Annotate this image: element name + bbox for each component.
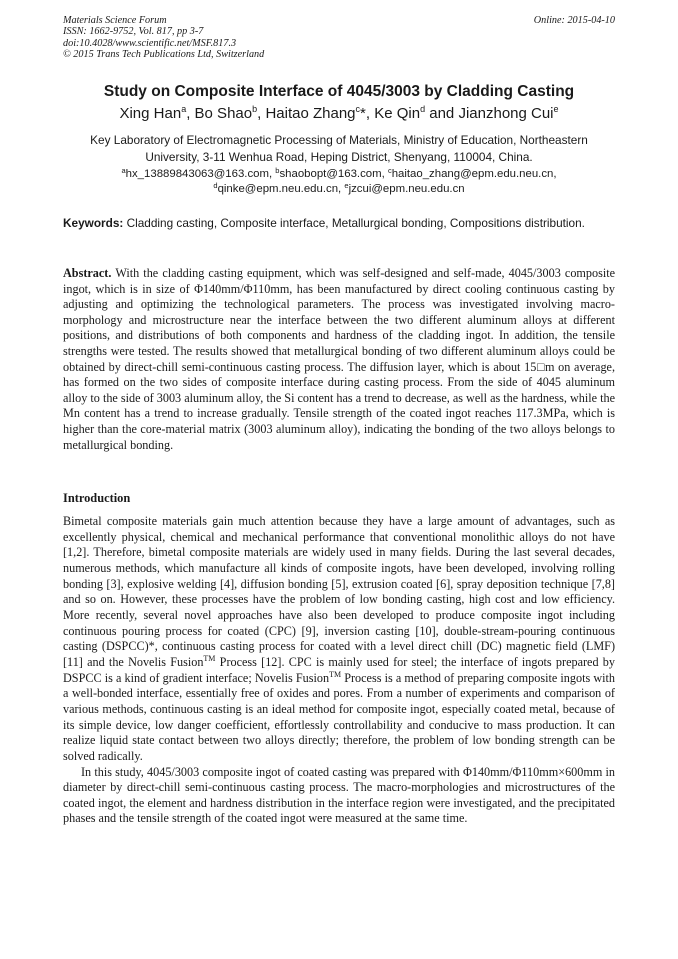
trademark-mark: TM bbox=[203, 653, 216, 663]
journal-header bbox=[63, 15, 615, 61]
email-mark: e bbox=[344, 181, 349, 190]
author-mark: c bbox=[355, 104, 361, 114]
author-mark: a bbox=[181, 104, 187, 114]
email-d[interactable]: qinke@epm.neu.edu.cn, bbox=[217, 183, 342, 195]
email-e[interactable]: jzcui@epm.neu.edu.cn bbox=[348, 183, 465, 195]
journal-name: Materials Science Forum bbox=[63, 15, 167, 26]
doi-line: doi:10.4028/www.scientific.net/MSF.817.3 bbox=[63, 37, 237, 49]
introduction-body bbox=[63, 514, 615, 827]
paper-title: Study on Composite Interface of 4045/3003 by Cladding Casting bbox=[103, 83, 575, 100]
author-mark: e bbox=[553, 104, 559, 114]
intro-text: Bimetal composite materials gain much attention because they have a large amount of advantages, such as excellently physical, chemical and mechanical performance that conventional monolithic alloys do not have [1,2]. Therefore, bimetal composite materials are widely used in many fields. During the last several decades, numerous methods, which manufacture all kinds of composite ingots, have been developed, involving rolling bonding [3], explosive welding [4], diffusion bonding [5], extrusion coated [6], spray deposition technique [7,8] and so on. However, these processes have the problem of low bonding casting, high cost and low efficiency. More recently, several novel approaches have also been developed to produce composite ingot including continuous pouring process for coated (CPC) [9], inversion casting [10], double-stream-pouring continuous casting (DSPCC)*, continuous casting process for coated with a level direct chill (DC) magnetic field (LMF) [11] and the Novelis Fusion bbox=[63, 514, 615, 669]
author-mark: b bbox=[252, 104, 258, 114]
introduction-heading: Introduction bbox=[63, 491, 131, 505]
abstract-label: Abstract. bbox=[63, 266, 112, 280]
author-name: Ke Qin bbox=[374, 105, 421, 122]
author-separator: , bbox=[257, 105, 266, 122]
trademark-mark: TM bbox=[329, 669, 342, 679]
email-mark: d bbox=[213, 181, 218, 190]
email-c[interactable]: haitao_zhang@epm.edu.neu.cn, bbox=[391, 168, 557, 180]
author-name: Jianzhong Cui bbox=[458, 105, 554, 122]
introduction-paragraph-2: In this study, 4045/3003 composite ingot of coated casting was prepared with Φ140mm/Φ110mm×600mm in diameter by direct-chill semi-continuous casting process. The macro-morphologies and microstructures of the coated ingot, the element and hardness distribution in the interface region were investigated, and the precipitated phases and the tensile strength of the coated ingot were measured at the same time. bbox=[63, 764, 615, 826]
keywords-section bbox=[63, 215, 615, 232]
author-separator: , bbox=[186, 105, 195, 122]
email-list bbox=[63, 167, 615, 197]
intro-text: Process is a method of preparing composite ingots with a well-bonded interface, essentially free of oxides and pores. From a number of experiments and comparison of various methods, continuous casting is an ideal method for composite ingot, especially coated metal, because of its simple device, low danger coefficient, effortlessly controllability and conducive to mass production. It can realize liquid state contact between two alloys directly; therefore, the problem of low bonding strength can be solved radically. bbox=[63, 670, 615, 763]
affiliation: Key Laboratory of Electromagnetic Processing of Materials, Ministry of Education, Northeastern University, 3-11 Wenhua Road, Heping District, Shenyang, 110004, China. bbox=[90, 133, 588, 164]
email-mark: a bbox=[121, 166, 126, 175]
abstract-text: With the cladding casting equipment, which was self-designed and self-made, 4045/3003 composite ingot, which is in size of Φ140mm/Φ110mm, has been manufactured by direct cooling continuous casting by adjusting and optimizing the technological parameters. The process was investigated involving macro-morphology and microstructure near the interface between the two different aluminum alloys at different positions, and distributions of both components and hardness of the cladding ingot. In addition, the tensile strengths were tested. The results showed that metallurgical bonding of two different aluminum alloys could be obtained by direct-chill semi-continuous casting process. The diffusion layer, which is about 15□m on average, has formed on the two sides of composite interface during casting process. From the side of 4045 aluminum alloy to the side of 3003 aluminum alloy, the Si content has a trend to decrease, as well as the hardness, while the Mn content has a trend to increase gradually. Tensile strength of the coated ingot reaches 117.3MPa, which is higher than the core-material matrix (3003 aluminum alloy), indicating the bonding of the two alloys belongs to metallurgical bonding. bbox=[63, 266, 616, 452]
issn-line: ISSN: 1662-9752, Vol. 817, pp 3-7 bbox=[63, 26, 204, 38]
email-b[interactable]: shaobopt@163.com, bbox=[279, 168, 385, 180]
author-name: Haitao Zhang bbox=[265, 105, 356, 122]
introduction-paragraph-1 bbox=[63, 514, 615, 765]
author-mark: d bbox=[420, 104, 426, 114]
email-mark: b bbox=[275, 166, 280, 175]
author-name: Bo Shao bbox=[194, 105, 253, 122]
author-name: Xing Han bbox=[119, 105, 182, 122]
keywords-label: Keywords: bbox=[63, 216, 124, 230]
keywords-text: Cladding casting, Composite interface, Metallurgical bonding, Compositions distribution. bbox=[126, 216, 585, 230]
online-date: Online: 2015-04-10 bbox=[533, 15, 615, 26]
author-separator: and bbox=[425, 105, 459, 122]
author-separator: *, bbox=[360, 105, 375, 122]
email-a[interactable]: hx_13889843063@163.com, bbox=[125, 168, 273, 180]
intro-text: Process [12]. CPC is mainly used for steel; the interface of ingots prepared by DSPCC is a kind of gradient interface; Novelis Fusion bbox=[63, 654, 615, 685]
abstract-section bbox=[63, 266, 615, 453]
copyright-line: © 2015 Trans Tech Publications Ltd, Switzerland bbox=[63, 49, 265, 61]
email-mark: c bbox=[387, 166, 392, 175]
author-list bbox=[63, 105, 615, 122]
